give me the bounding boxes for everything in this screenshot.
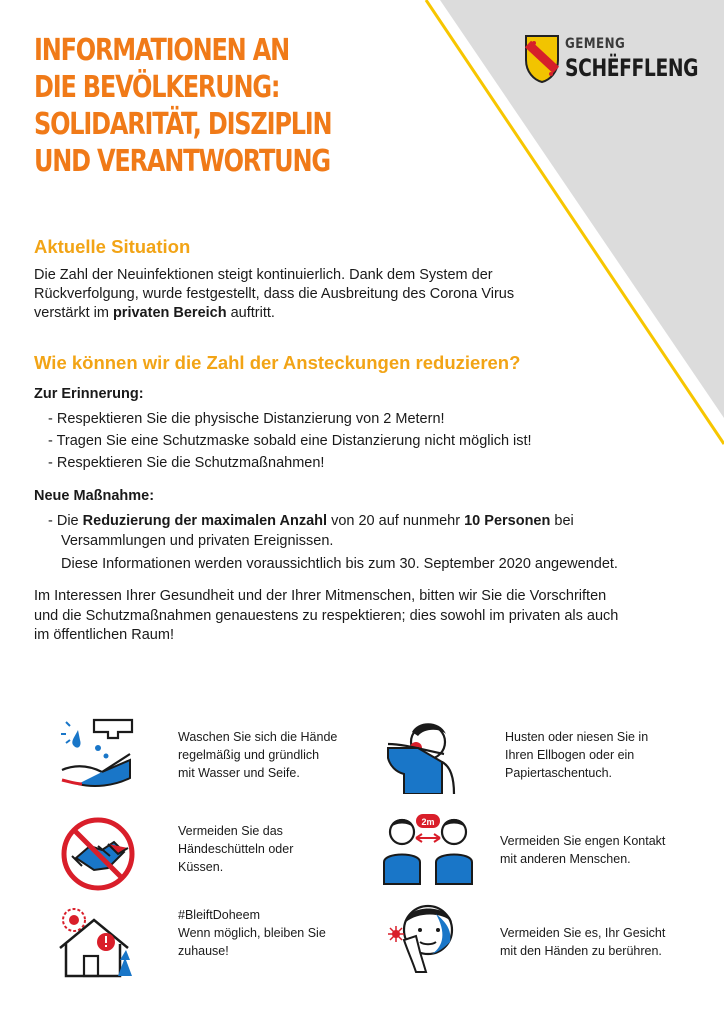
new-measure-label: Neue Maßnahme: <box>34 488 155 504</box>
tip-cough-elbow-text: Husten oder niesen Sie in Ihren Ellbogen oder ein Papiertaschentuch. <box>505 730 649 780</box>
new-measure-text: - Die Reduzierung der maximalen Anzahl von 20 auf nunmehr 10 Personen bei Versammlungen und privaten Ereignissen. Diese Informationen werden voraussichtlich bis zum 30. September 2020 angewendet. <box>48 513 618 572</box>
distance-badge: 2m <box>421 817 435 827</box>
stay-home-icon <box>54 900 134 980</box>
municipality-logo <box>524 30 704 90</box>
reminder-list <box>48 408 532 474</box>
closing-text: Im Interessen Ihrer Gesundheit und der Ihrer Mitmenschen, bitten wir Sie die Vorschriften und die Schutzmaßnahmen genauestens zu respektieren; dies sowohl im privaten als auch im öffentlichen Raum! <box>34 588 619 643</box>
reduce-heading: Wie können wir die Zahl der Ansteckungen reduzieren? <box>34 352 521 373</box>
distance-icon <box>380 810 476 890</box>
tip-distance-text: Vermeiden Sie engen Kontakt mit anderen Menschen. <box>500 834 666 866</box>
situation-text: Die Zahl der Neuinfektionen steigt kontinuierlich. Dank dem System der Rückverfolgung, wurde festgestellt, dass die Ausbreitung des Corona Virus verstärkt im privaten Bereich auftritt. <box>34 267 515 321</box>
tip-hand-washing-text: Waschen Sie sich die Hände regelmäßig und gründlich mit Wasser und Seife. <box>178 730 338 780</box>
list-item: - Respektieren Sie die physische Distanzierung von 2 Metern! <box>48 411 445 427</box>
tip-stay-home-text: #BleiftDoheem Wenn möglich, bleiben Sie zuhause! <box>178 908 326 958</box>
logo-line2: SCHËFFLENG <box>565 54 699 82</box>
hand-washing-icon <box>58 714 138 794</box>
coat-of-arms-icon <box>524 34 560 84</box>
list-item: - Tragen Sie eine Schutzmaske sobald eine Distanzierung nicht möglich ist! <box>48 433 532 449</box>
no-face-touch-icon <box>386 896 466 976</box>
tip-no-face-touch-text: Vermeiden Sie es, Ihr Gesicht mit den Händen zu berühren. <box>500 926 666 958</box>
page-title: INFORMATIONEN AN DIE BEVÖLKERUNG: SOLIDARITÄT, DISZIPLIN UND VERANTWORTUNG <box>34 33 332 179</box>
no-handshake-icon <box>58 812 138 892</box>
cough-elbow-icon <box>384 714 464 794</box>
reminder-label: Zur Erinnerung: <box>34 386 144 402</box>
situation-heading: Aktuelle Situation <box>34 236 191 257</box>
list-item: - Respektieren Sie die Schutzmaßnahmen! <box>48 455 325 471</box>
tip-no-handshake-text: Vermeiden Sie das Händeschütteln oder Küssen. <box>178 824 294 874</box>
logo-line1: GEMENG <box>565 36 626 52</box>
